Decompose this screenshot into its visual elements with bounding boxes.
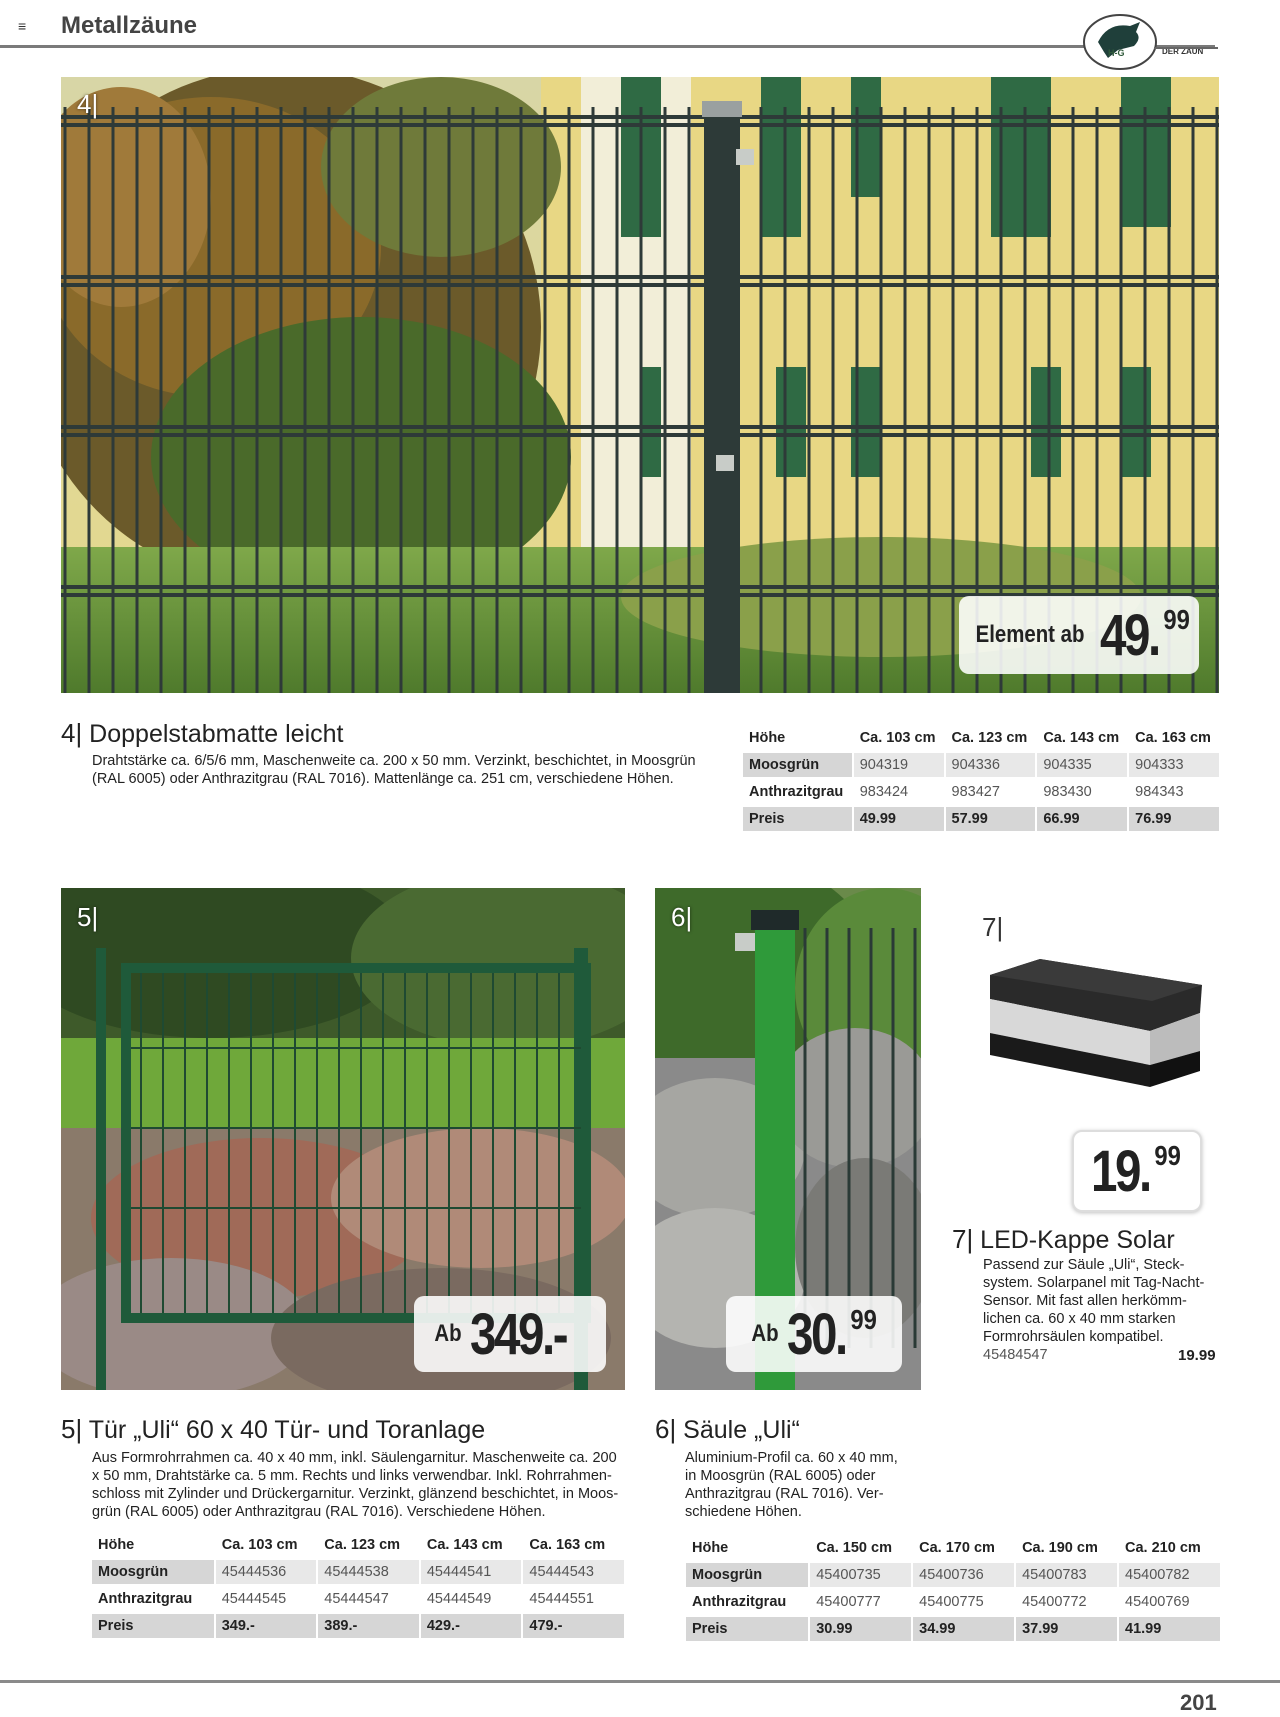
- table-row: [686, 1617, 1220, 1641]
- badge-main: 349.-: [470, 1301, 567, 1367]
- row-label: Anthrazitgrau: [686, 1590, 808, 1614]
- cell: 30.99: [810, 1617, 911, 1641]
- cell: 45444547: [318, 1587, 419, 1611]
- product-5-description: Aus Formrohrrahmen ca. 40 x 40 mm, inkl. Säulengarnitur. Maschenweite ca. 200 x 50 mm, Drahtstärke ca. 5 mm. Rechts und links verwendbar. Inkl. Rohrrahmen-schloss mit Zylinder und Drückergarnitur. Verzinkt, glänzend beschichtet, in Moos-grün (RAL 6005) oder Anthrazitgrau (RAL 7016). Verschiedene Höhen.: [92, 1450, 619, 1520]
- cell: 45444543: [523, 1560, 624, 1584]
- cell: 49.99: [854, 807, 944, 831]
- cell: 37.99: [1016, 1617, 1117, 1641]
- product-7-article: 45484547: [983, 1347, 1048, 1363]
- product-title: Doppelstabmatte leicht: [89, 720, 344, 748]
- product-6-description: Aluminium-Profil ca. 60 x 40 mm, in Moosgrün (RAL 6005) oder Anthrazitgrau (RAL 7016). Ver-schiedene Höhen.: [685, 1450, 898, 1520]
- table-col: Ca. 150 cm: [810, 1536, 911, 1560]
- row-label: Moosgrün: [743, 753, 852, 777]
- badge-cents: 99: [850, 1304, 878, 1335]
- cell: 389.-: [318, 1614, 419, 1638]
- row-label: Moosgrün: [686, 1563, 808, 1587]
- table-row: [743, 753, 1219, 777]
- table-row: [92, 1614, 624, 1638]
- cell: 983430: [1037, 780, 1127, 804]
- product-7-photo: [970, 955, 1206, 1105]
- product-5-heading: [61, 1414, 485, 1445]
- cell: 479.-: [523, 1614, 624, 1638]
- table-row: [686, 1563, 1220, 1587]
- table-col: Ca. 170 cm: [913, 1536, 1014, 1560]
- product-6-table: [684, 1533, 1222, 1644]
- cell: 41.99: [1119, 1617, 1220, 1641]
- table-col: Ca. 163 cm: [1129, 726, 1219, 750]
- product-number: 7|: [952, 1224, 974, 1254]
- cell: 45400736: [913, 1563, 1014, 1587]
- table-col: Ca. 123 cm: [318, 1533, 419, 1557]
- page-number: 201: [1180, 1690, 1217, 1715]
- cell: 45400772: [1016, 1590, 1117, 1614]
- cell: 904335: [1037, 753, 1127, 777]
- row-label: Moosgrün: [92, 1560, 214, 1584]
- product-6-label: 6|: [671, 902, 693, 932]
- table-row: [92, 1560, 624, 1584]
- product-5-table: [90, 1530, 626, 1641]
- row-label: Preis: [743, 807, 852, 831]
- table-row: [686, 1590, 1220, 1614]
- cell: 45400735: [810, 1563, 911, 1587]
- table-col: Ca. 103 cm: [854, 726, 944, 750]
- cell: 904319: [854, 753, 944, 777]
- product-4-table: [741, 723, 1221, 834]
- product-7-heading: [952, 1224, 1175, 1255]
- header-divider: [0, 45, 1215, 48]
- table-head-hoehe: Höhe: [743, 726, 852, 750]
- product-7-price: 19.99: [1178, 1347, 1216, 1364]
- cell: 349.-: [216, 1614, 317, 1638]
- table-row: [743, 780, 1219, 804]
- product-5-photo: [61, 888, 625, 1390]
- cell: 45400782: [1119, 1563, 1220, 1587]
- product-title: LED-Kappe Solar: [980, 1226, 1175, 1254]
- table-head-hoehe: Höhe: [92, 1533, 214, 1557]
- product-4-photo: [61, 77, 1219, 693]
- product-number: 4|: [61, 718, 83, 748]
- product-number: 6|: [655, 1414, 677, 1444]
- cell: 45444538: [318, 1560, 419, 1584]
- product-5-label: 5|: [77, 902, 99, 932]
- product-4-description: Drahtstärke ca. 6/5/6 mm, Maschenweite ca. 200 x 50 mm. Verzinkt, beschichtet, in Moosgrün (RAL 6005) oder Anthrazitgrau (RAL 7016). Mattenlänge ca. 251 cm, verschiedene Höhen.: [92, 753, 696, 787]
- cell: 45444545: [216, 1587, 317, 1611]
- product-number: 5|: [61, 1414, 83, 1444]
- brand-logo: [1078, 12, 1218, 76]
- cell: 904333: [1129, 753, 1219, 777]
- cell: 904336: [946, 753, 1036, 777]
- cell: 45444551: [523, 1587, 624, 1611]
- section-title: Metallzäune: [61, 12, 198, 39]
- table-col: Ca. 210 cm: [1119, 1536, 1220, 1560]
- cell: 45400775: [913, 1590, 1014, 1614]
- product-7-description: Passend zur Säule „Uli“, Steck-system. Solarpanel mit Tag-Nacht-Sensor. Mit fast allen herkömm-lichen ca. 60 x 40 mm starken Formrohrsäulen kompatibel.: [983, 1257, 1205, 1345]
- table-col: Ca. 163 cm: [523, 1533, 624, 1557]
- product-4-label: 4|: [77, 89, 99, 119]
- logo-text: DER ZAUN: [1162, 47, 1204, 56]
- row-label: Preis: [92, 1614, 214, 1638]
- product-4-heading: [61, 718, 343, 749]
- logo-mark: H-G: [1108, 48, 1125, 58]
- table-row: [743, 807, 1219, 831]
- product-7-label: 7|: [982, 912, 1004, 942]
- badge-main: 30.: [786, 1301, 846, 1367]
- product-4-price-badge: [959, 596, 1199, 674]
- product-title: Säule „Uli“: [683, 1416, 800, 1444]
- cell: 45444536: [216, 1560, 317, 1584]
- product-7-price-badge: [1072, 1130, 1202, 1212]
- menu-icon[interactable]: ≡: [18, 18, 26, 34]
- badge-prefix: Element ab: [975, 621, 1085, 648]
- product-6-price-badge: [726, 1296, 902, 1372]
- badge-prefix: Ab: [434, 1320, 462, 1347]
- table-col: Ca. 103 cm: [216, 1533, 317, 1557]
- badge-main: 49.: [1099, 602, 1159, 668]
- cell: 76.99: [1129, 807, 1219, 831]
- product-5-price-badge: [414, 1296, 606, 1372]
- footer-divider: [0, 1680, 1280, 1683]
- cell: 984343: [1129, 780, 1219, 804]
- cell: 983424: [854, 780, 944, 804]
- table-head-hoehe: Höhe: [686, 1536, 808, 1560]
- cell: 34.99: [913, 1617, 1014, 1641]
- row-label: Anthrazitgrau: [743, 780, 852, 804]
- cell: 983427: [946, 780, 1036, 804]
- badge-main: 19.: [1090, 1138, 1150, 1204]
- row-label: Anthrazitgrau: [92, 1587, 214, 1611]
- table-col: Ca. 123 cm: [946, 726, 1036, 750]
- badge-cents: 99: [1163, 604, 1191, 635]
- cell: 429.-: [421, 1614, 522, 1638]
- cell: 45444541: [421, 1560, 522, 1584]
- badge-cents: 99: [1154, 1140, 1182, 1171]
- cell: 45400769: [1119, 1590, 1220, 1614]
- cell: 45400783: [1016, 1563, 1117, 1587]
- table-col: Ca. 190 cm: [1016, 1536, 1117, 1560]
- badge-prefix: Ab: [750, 1320, 779, 1347]
- product-title: Tür „Uli“ 60 x 40 Tür- und Toranlage: [88, 1416, 486, 1444]
- table-col: Ca. 143 cm: [421, 1533, 522, 1557]
- product-6-photo: [655, 888, 921, 1390]
- row-label: Preis: [686, 1617, 808, 1641]
- table-row: [92, 1587, 624, 1611]
- cell: 57.99: [946, 807, 1036, 831]
- cell: 45444549: [421, 1587, 522, 1611]
- product-6-heading: [655, 1414, 800, 1445]
- table-col: Ca. 143 cm: [1037, 726, 1127, 750]
- cell: 66.99: [1037, 807, 1127, 831]
- cell: 45400777: [810, 1590, 911, 1614]
